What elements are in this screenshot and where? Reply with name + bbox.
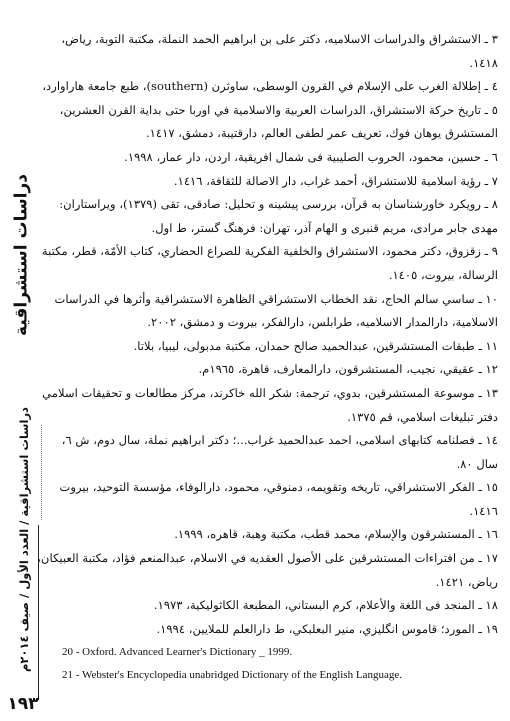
page-number: ١٩٣ [7, 694, 39, 714]
reference-entry [62, 594, 498, 618]
reference-line: ١٨ ـ المنجد فى اللغة والأعلام، كرم البستاني، المطبعة الكاثوليكية، ١٩٧٣. [153, 598, 498, 613]
reference-entry [59, 476, 498, 523]
reference-entry [62, 523, 498, 547]
reference-line: ١٤١٦. [469, 503, 498, 518]
reference-line: ١١ ـ طبقات المستشرقين، عبدالحميد صالح حمدان، مكتبة مدبولى، ليبيا، بلاتا. [133, 338, 498, 353]
reference-entry [59, 99, 498, 146]
reference-entry [62, 28, 498, 75]
reference-line: ٩ ـ زقزوق، دكتر محمود، الاستشراق والخلفية الفكرية للصراع الحضاري، كتاب الأمّة، قطر، مكتبة [41, 244, 498, 259]
reference-line: مهدى جابر مرادى، مريم قنبرى و الهام آذر، تهران: فرهنگ گستر، ط اول. [151, 220, 498, 235]
reference-entry [54, 288, 498, 335]
reference-entry [41, 240, 498, 287]
reference-line: ٥ ـ تاريخ حركة الاستشراق، الدراسات العربية والاسلامية في اوربا حتى بداية القرن العشرين، [59, 102, 498, 117]
reference-entry [62, 429, 498, 476]
reference-line: ١٩ ـ المورد؛ قاموس انگليزي، منير البعلبكي، ط دارالعلم للملايين، ١٩٩٤. [156, 621, 498, 636]
reference-line: ٣ ـ الاستشراق والدراسات الاسلاميه، دكتر على بن ابراهيم الحمد النملة، مكتبة التوبة، رياض، [61, 32, 498, 46]
reference-line: سال ٨٠. [456, 456, 498, 471]
latin-reference-entry: 20 - Oxford. Advanced Learner's Dictionary _ 1999. [62, 646, 293, 659]
reference-line: ١٥ ـ الفكر الاستشراقي، تاريخه وتقويمه، دمنوقي، محمود، دارالوفاء، مؤسسة التوحيد، بيروت [59, 480, 498, 495]
reference-line: ١٤ ـ فصلنامه كتابهاى اسلامى، احمد عبدالحميد غراب...؛ دكتر ابراهيم نملة، سال دوم، ش ٦، [61, 433, 498, 448]
reference-line: ٦ ـ حسين، محمود، الحروب الصليبية فى شمال افريقية، اردن، دار عمار، ١٩٩٨. [124, 149, 498, 164]
latin-references [62, 641, 498, 687]
reference-entry [59, 193, 498, 240]
journal-logo [4, 160, 40, 350]
reference-line: ١٠ ـ ساسي سالم الحاج، نقد الخطاب الاستشراقي الظاهرة الاستشراقية وأثرها في الدراسات [54, 291, 498, 306]
reference-line: رياض، ١٤٢١. [435, 574, 498, 589]
reference-line: الاسلامية، دارالمدار الاسلاميه، طرابلس، دارالفكر، بيروت و دمشق، ٢٠٠٢. [147, 315, 498, 330]
journal-logo-text: دراسات استشراقية [11, 174, 32, 337]
reference-line: ١٧ ـ من افتراءات المستشرقين على الأصول العقديه في الاسلام، عبدالمنعم فؤاد، مكتبة العبيكان، [37, 551, 498, 566]
running-head: دراسات استشراقية / العدد الأول / صيف ٢٠١٤م [17, 407, 31, 673]
reference-entry [62, 170, 498, 194]
reference-entry [42, 75, 498, 99]
reference-entry [62, 146, 498, 170]
reference-entry [62, 335, 498, 359]
reference-entry [37, 547, 498, 594]
arabic-references [37, 28, 498, 641]
page-margin [0, 0, 52, 721]
reference-entry [62, 618, 498, 642]
latin-reference-entry: 21 - Webster's Encyclopedia unabridged Dictionary of the English Language. [62, 669, 402, 682]
reference-line: دفتر تبليغات اسلامي، قم ١٣٧٥. [347, 409, 498, 424]
reference-line: ١٣ ـ موسوعة المستشرقين، بدوي، ترجمة: شكر الله خاكرند، مركز مطالعات و تحقيقات اسلامي [42, 385, 498, 400]
reference-line: ١٤١٨. [469, 55, 498, 70]
reference-line: ٨ ـ رويكرد خاورشناسان به قرآن، بررسى پيشينه و تحليل: صادقى، تقى (١٣٧٩)، ويراستاران: [59, 197, 498, 212]
reference-line: ٤ ـ إطلالة الغرب على الإسلام في القرون الوسطى، ساوثرن (southern)، طبع جامعة هاراوارد، [42, 79, 498, 94]
reference-entry [62, 358, 498, 382]
reference-line: ٧ ـ رؤية اسلامية للاستشراق، أحمد غراب، دار الاصالة للثقافة، ١٤١٦. [173, 173, 498, 188]
reference-line: المستشرق يوهان فوك، تعريف عمر لطفى العالم، دارقتيبة، دمشق، ١٤١٧. [145, 126, 498, 141]
reference-line: ١٦ ـ المستشرقون والإسلام، محمد قطب، مكتبة وهبة، قاهره، ١٩٩٩. [174, 527, 498, 542]
reference-line: ١٢ ـ عقيقي، نجيب، المستشرقون، دارالمعارف، قاهرة، ١٩٦٥م. [198, 362, 498, 377]
reference-entry [42, 382, 498, 429]
reference-line: الرسالة، بيروت، ١٤٠٥. [388, 267, 498, 282]
margin-dotted-rule [41, 425, 42, 520]
references-list [37, 28, 498, 687]
